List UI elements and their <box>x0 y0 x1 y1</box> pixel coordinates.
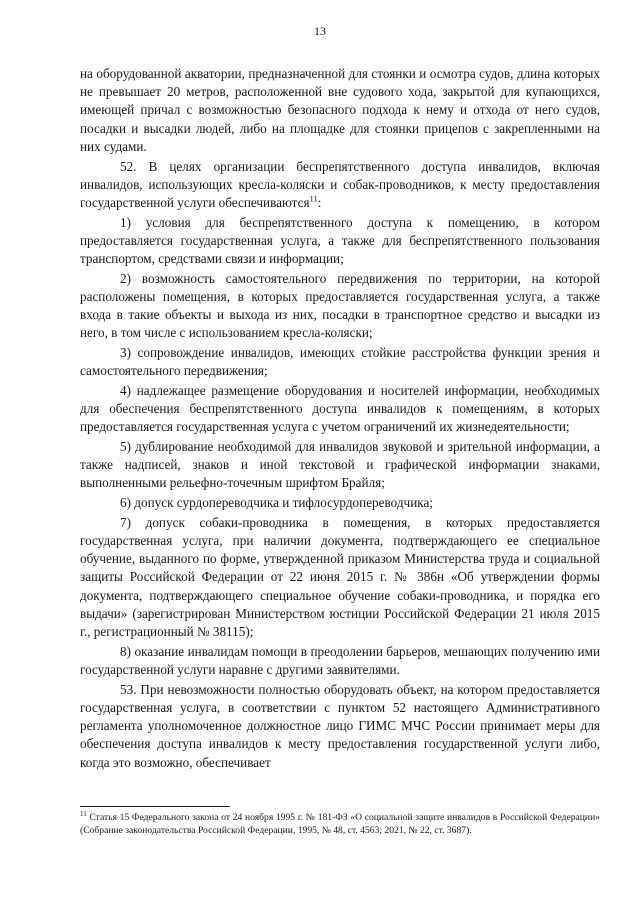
footnote <box>80 809 600 837</box>
list-item-8: 8) оказание инвалидам помощи в преодолении барьеров, мешающих получению ими государственной услуги наравне с другими заявителями. <box>80 643 600 677</box>
paragraph-52-colon: : <box>317 194 322 210</box>
paragraph-continuation: на оборудованной акватории, предназначенной для стоянки и осмотра судов, длина которых не превышает 20 метров, расположенной вне судового хода, закрытой для купающихся, имеющей причал с возможностью безопасного подхода к нему и отхода от него судов, посадки и высадки людей, либо на площадке для стоянки прицепов с закрепленными на них судами. <box>80 66 600 154</box>
list-item-5: 5) дублирование необходимой для инвалидов звуковой и зрительной информации, а также надписей, знаков и иной текстовой и графической информации знаками, выполненными рельефно-точечным шрифтом Брайля; <box>80 439 600 491</box>
list-item-2: 2) возможность самостоятельного передвижения по территории, на которой расположены помещения, в которых предоставляется государственная услуга, а также входа в такие объекты и выхода из них, посадки в транспортное средство и высадки из него, в том числе с использованием кресла-коляски; <box>80 270 600 341</box>
footnote-divider <box>80 806 230 807</box>
paragraph-52-text: 52. В целях организации беспрепятственного доступа инвалидов, включая инвалидов, использующих кресла-коляски и собак-проводников, к месту предоставления государственной услуги обеспечиваются <box>80 158 600 210</box>
footnote-mark: 11 <box>80 809 87 818</box>
list-item-1: 1) условия для беспрепятственного доступа к помещению, в котором предоставляется государственная услуга, а также для беспрепятственного пользования транспортом, средствами связи и информации; <box>80 214 600 267</box>
footnote-text: Статья 15 Федерального закона от 24 ноября 1995 г. № 181-ФЗ «О социальной защите инвалидов в Российской Федерации» (Собрание законодательства Российской Федерации, 1995, № 48, ст. 4563; 2021, № 22, ст. 3687). <box>80 812 600 836</box>
list-item-3: 3) сопровождение инвалидов, имеющих стойкие расстройства функции зрения и самостоятельного передвижения; <box>80 345 600 379</box>
list-item-7: 7) допуск собаки-проводника в помещения, в которых предоставляется государственная услуга, при наличии документа, подтверждающего ее специальное обучение, выданного по форме, утвержденной приказом Министерства труда и социальной защиты Российской Федерации от 22 июня 2015 г. № 386н «Об утверждении формы документа, подтверждающего специальное обучение собаки-проводника, и порядка его выдачи» (зарегистрирован Министерством юстиции Российской Федерации 21 июля 2015 г., регистрационный № 38115); <box>80 514 600 640</box>
list-item-4: 4) надлежащее размещение оборудования и носителей информации, необходимых для обеспечения беспрепятственного доступа инвалидов к помещениям, в которых предоставляется государственная услуга с учетом ограничений их жизнедеятельности; <box>80 382 600 435</box>
paragraph-52 <box>80 158 600 213</box>
list-item-6: 6) допуск сурдопереводчика и тифлосурдопереводчика; <box>120 495 433 511</box>
body-text <box>80 65 600 772</box>
page-number: 13 <box>314 24 326 38</box>
footnote-reference: 11 <box>309 193 318 204</box>
paragraph-53: 53. При невозможности полностью оборудовать объект, на котором предоставляется государственная услуга, в соответствии с пунктом 52 настоящего Административного регламента уполномоченное должностное лицо ГИМС МЧС России принимает меры для обеспечения доступа инвалидов к месту предоставления государственной услуги либо, когда это возможно, обеспечивает <box>80 681 600 770</box>
